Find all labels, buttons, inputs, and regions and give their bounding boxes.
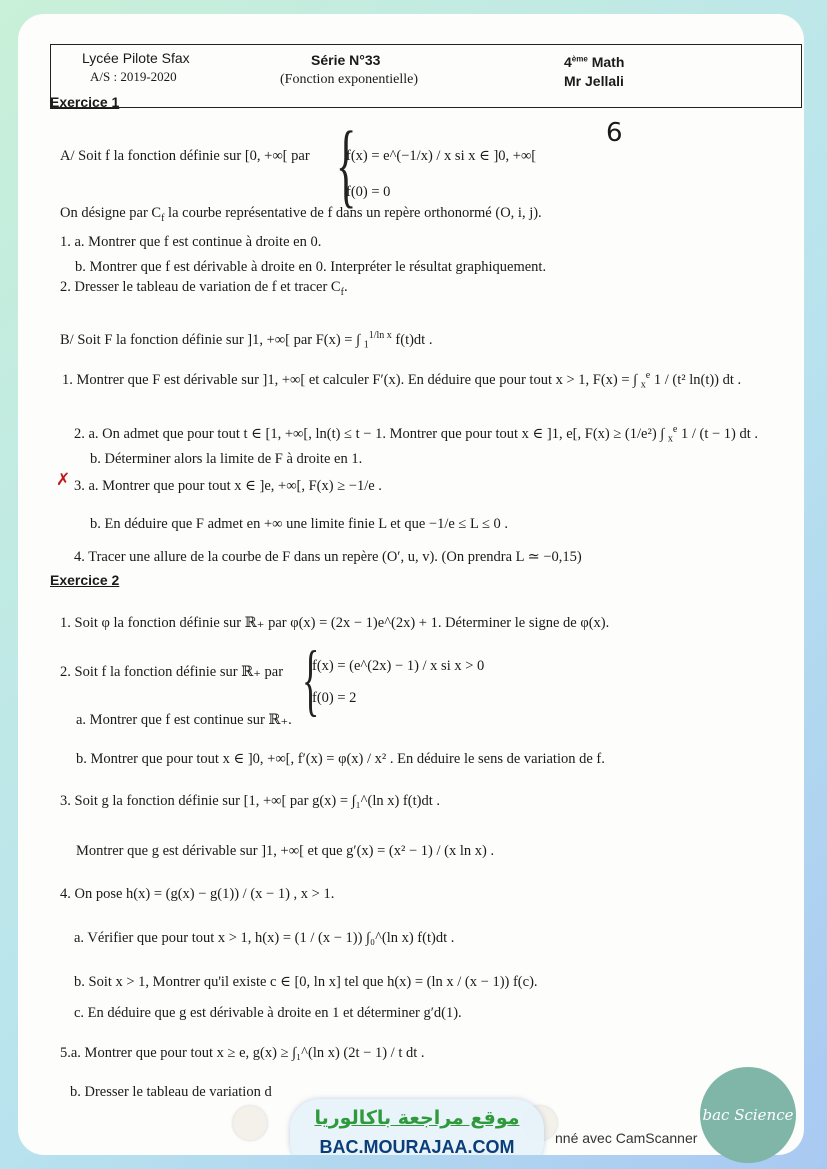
ex1-A-case1: f(x) = e^(−1/x) / x si x ∈ ]0, +∞[ — [346, 148, 537, 164]
curve-subscript: f — [161, 212, 165, 224]
ex2-q1: 1. Soit φ la fonction définie sur ℝ₊ par φ(x) = (2x − 1)e^(2x) + 1. Déterminer le signe de φ(x). — [60, 615, 610, 631]
site-logo-left — [233, 1106, 267, 1140]
bac-science-badge: bac Science — [700, 1067, 796, 1163]
ex1-B1 — [62, 370, 741, 392]
curve-text-2: la courbe représentative de f dans un repère orthonormé (O, i, j). — [168, 205, 542, 221]
B2a-upper-bound: e — [672, 424, 678, 435]
ex1-A-case2: f(0) = 0 — [346, 184, 391, 200]
ex2-q4c: c. En déduire que g est dérivable à droite en 1 et déterminer g′d(1). — [74, 1005, 462, 1021]
B2a-text: 2. a. On admet que pour tout t ∈ [1, +∞[, ln(t) ≤ t − 1. Montrer que pour tout x ∈ ]1, e[, F(x) ≥ (1/e²) ∫ — [74, 425, 665, 442]
document-page — [18, 14, 804, 1155]
B1-lower-bound: x — [640, 379, 646, 391]
ex2-q3b: Montrer que g est dérivable sur ]1, +∞[ et que g′(x) = (x² − 1) / (x ln x) . — [76, 843, 495, 859]
website-url[interactable]: BAC.MOURAJAA.COM — [319, 1137, 515, 1155]
class-number: 4 — [564, 54, 572, 70]
ex2-q2b: b. Montrer que pour tout x ∈ ]0, +∞[, f′(x) = φ(x) / x² . En déduire le sens de variation de f. — [76, 751, 605, 767]
handwritten-note: 6 — [606, 118, 623, 148]
ex1-q2: 2. Dresser le tableau de variation de f et tracer $C_f$. — [60, 279, 348, 298]
B-tail: f(t)dt . — [395, 331, 433, 348]
B2a-lower-bound: x — [667, 433, 673, 445]
serie-title: Série N°33 — [311, 52, 381, 68]
ex1-B3a: 3. a. Montrer que pour tout x ∈ ]e, +∞[, F(x) ≥ −1/e . — [74, 478, 382, 494]
brace: { — [302, 636, 320, 724]
ex2-q5b: b. Dresser le tableau de variation d — [70, 1084, 272, 1100]
school-name: Lycée Pilote Sfax — [82, 50, 190, 66]
B-intro-text: B/ Soit F la fonction définie sur ]1, +∞[ par F(x) = ∫ — [60, 331, 361, 348]
B1-text: 1. Montrer que F est dérivable sur ]1, +∞[ et calculer F′(x). En déduire que pour tout x > 1, F(x) = ∫ — [62, 371, 638, 388]
ex1-B4: 4. Tracer une allure de la courbe de F dans un repère (O′, u, v). (On prendra L ≃ −0,15) — [74, 549, 582, 565]
class-superscript: ème — [571, 54, 588, 64]
q2-subscript: f — [340, 286, 344, 298]
ex2-q4b: b. Soit x > 1, Montrer qu'il existe c ∈ [0, ln x] tel que h(x) = (ln x / (x − 1)) f(c). — [74, 974, 538, 990]
ex2-q2-case1: f(x) = (e^(2x) − 1) / x si x > 0 — [312, 658, 485, 674]
q2-text: 2. Dresser le tableau de variation de f et tracer C — [60, 279, 341, 295]
teacher-name: Mr Jellali — [564, 73, 624, 89]
ex2-q4: 4. On pose h(x) = (g(x) − g(1)) / (x − 1) , x > 1. — [60, 886, 335, 902]
website-banner[interactable] — [290, 1099, 544, 1155]
ex1-q1b: b. Montrer que f est dérivable à droite en 0. Interpréter le résultat graphiquement. — [75, 259, 547, 275]
camscanner-text: nné avec CamScanner — [555, 1130, 698, 1146]
ex1-B2b: b. Déterminer alors la limite de F à droite en 1. — [90, 451, 363, 467]
ex2-q4a: a. Vérifier que pour tout x > 1, h(x) = (1 / (x − 1)) ∫₀^(ln x) f(t)dt . — [74, 930, 455, 946]
ex2-q2a: a. Montrer que f est continue sur ℝ₊. — [76, 712, 292, 728]
ex1-B-intro — [60, 330, 432, 352]
ex1-B2a — [74, 424, 758, 446]
header-divider — [50, 107, 802, 108]
curve-text: On désigne par C — [60, 205, 162, 221]
school-year: A/S : 2019-2020 — [90, 69, 177, 84]
B2a-tail: 1 / (t − 1) dt . — [680, 425, 759, 442]
ex2-q2-intro: 2. Soit f la fonction définie sur ℝ₊ par — [60, 664, 284, 680]
ex2-q5a: 5.a. Montrer que pour tout x ≥ e, g(x) ≥ ∫₁^(ln x) (2t − 1) / t dt . — [60, 1045, 425, 1061]
B1-tail: 1 / (t² ln(t)) dt . — [653, 371, 742, 388]
website-arabic-name: موقع مراجعة باكالوريا — [314, 1107, 520, 1129]
ex1-A-intro: A/ Soit f la fonction définie sur [0, +∞[ par — [60, 148, 310, 164]
ex1-curve-sentence — [60, 205, 542, 225]
class-name: Math — [591, 54, 625, 70]
B-lower-bound: 1 — [363, 339, 369, 351]
B1-upper-bound: e — [645, 370, 651, 381]
exercise-1-title: Exercice 1 — [50, 94, 120, 110]
class-label — [564, 54, 624, 71]
red-cross-mark: ✗ — [56, 470, 71, 490]
brace: { — [336, 113, 357, 217]
ex2-q3: 3. Soit g la fonction définie sur [1, +∞[ par g(x) = ∫₁^(ln x) f(t)dt . — [60, 793, 440, 809]
ex2-q2-case2: f(0) = 2 — [312, 690, 357, 706]
ex1-q1a: 1. a. Montrer que f est continue à droite en 0. — [60, 234, 322, 250]
B-upper-bound: 1/ln x — [368, 330, 392, 341]
exercise-2-title: Exercice 2 — [50, 572, 120, 588]
ex1-B3b: b. En déduire que F admet en +∞ une limite finie L et que −1/e ≤ L ≤ 0 . — [90, 516, 509, 532]
chapter-title: (Fonction exponentielle) — [280, 72, 419, 87]
